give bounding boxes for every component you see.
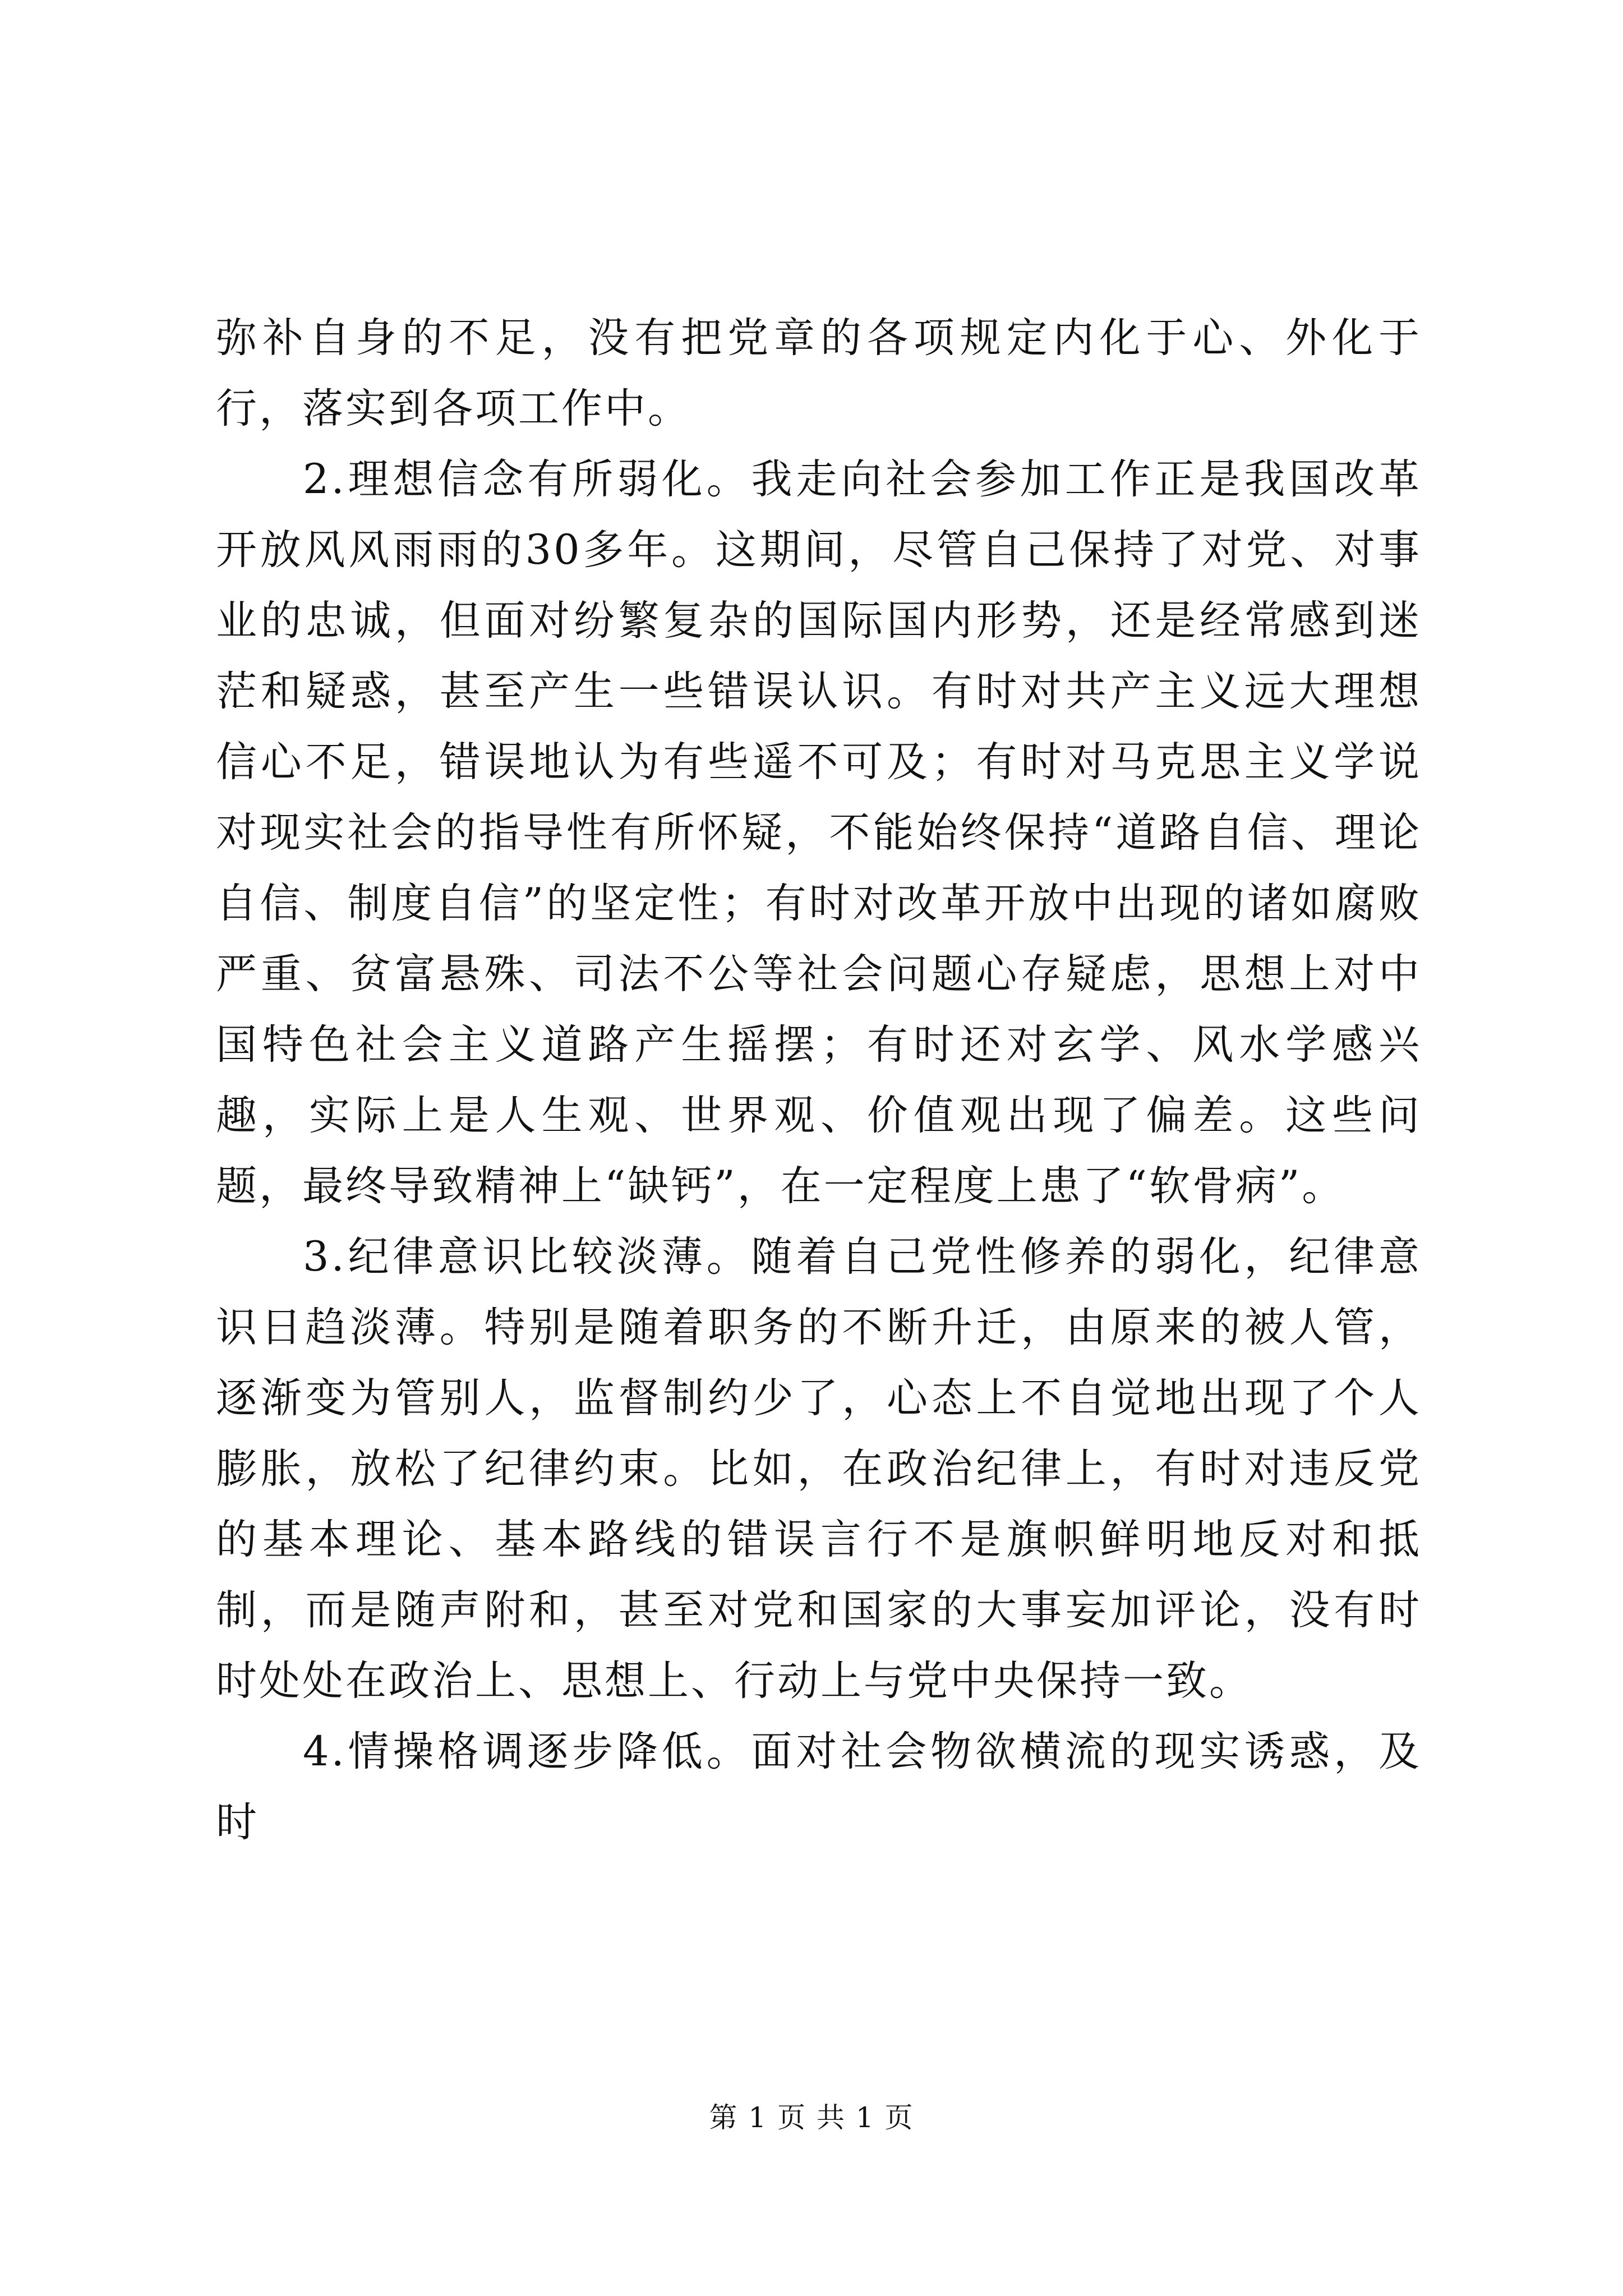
paragraph-ideals-weakened: 2.理想信念有所弱化。我走向社会参加工作正是我国改革开放风风雨雨的30多年。这期间，尽管自己保持了对党、对事业的忠诚，但面对纷繁复杂的国际国内形势，还是经常感到迷茫和疑惑，甚至产生一些错误认识。有时对共产主义远大理想信心不足，错误地认为有些遥不可及；有时对马克思主义学说对现实社会的指导性有所怀疑，不能始终保持“道路自信、理论自信、制度自信”的坚定性；有时对改革开放中出现的诸如腐败严重、贫富悬殊、司法不公等社会问题心存疑虑，思想上对中国特色社会主义道路产生摇摆；有时还对玄学、风水学感兴趣，实际上是人生观、世界观、价值观出现了偏差。这些问题，最终导致精神上“缺钙”，在一定程度上患了“软骨病”。 (216, 455, 1422, 1210)
paragraph-sentiment-lowered: 4.情操格调逐步降低。面对社会物欲横流的现实诱惑，及时 (216, 1728, 1422, 1846)
page-footer: 第 1 页 共 1 页 (709, 2101, 914, 2134)
paragraph-continuation: 弥补自身的不足，没有把党章的各项规定内化于心、外化于行，落实到各项工作中。 (216, 314, 1422, 432)
document-body (216, 303, 1422, 1858)
paragraph-discipline-weak: 3.纪律意识比较淡薄。随着自己党性修养的弱化，纪律意识日趋淡薄。特别是随着职务的不断升迁，由原来的被人管，逐渐变为管别人，监督制约少了，心态上不自觉地出现了个人膨胀，放松了纪律约束。比如，在政治纪律上，有时对违反党的基本理论、基本路线的错误言行不是旗帜鲜明地反对和抵制，而是随声附和，甚至对党和国家的大事妄加评论，没有时时处处在政治上、思想上、行动上与党中央保持一致。 (216, 1233, 1422, 1705)
